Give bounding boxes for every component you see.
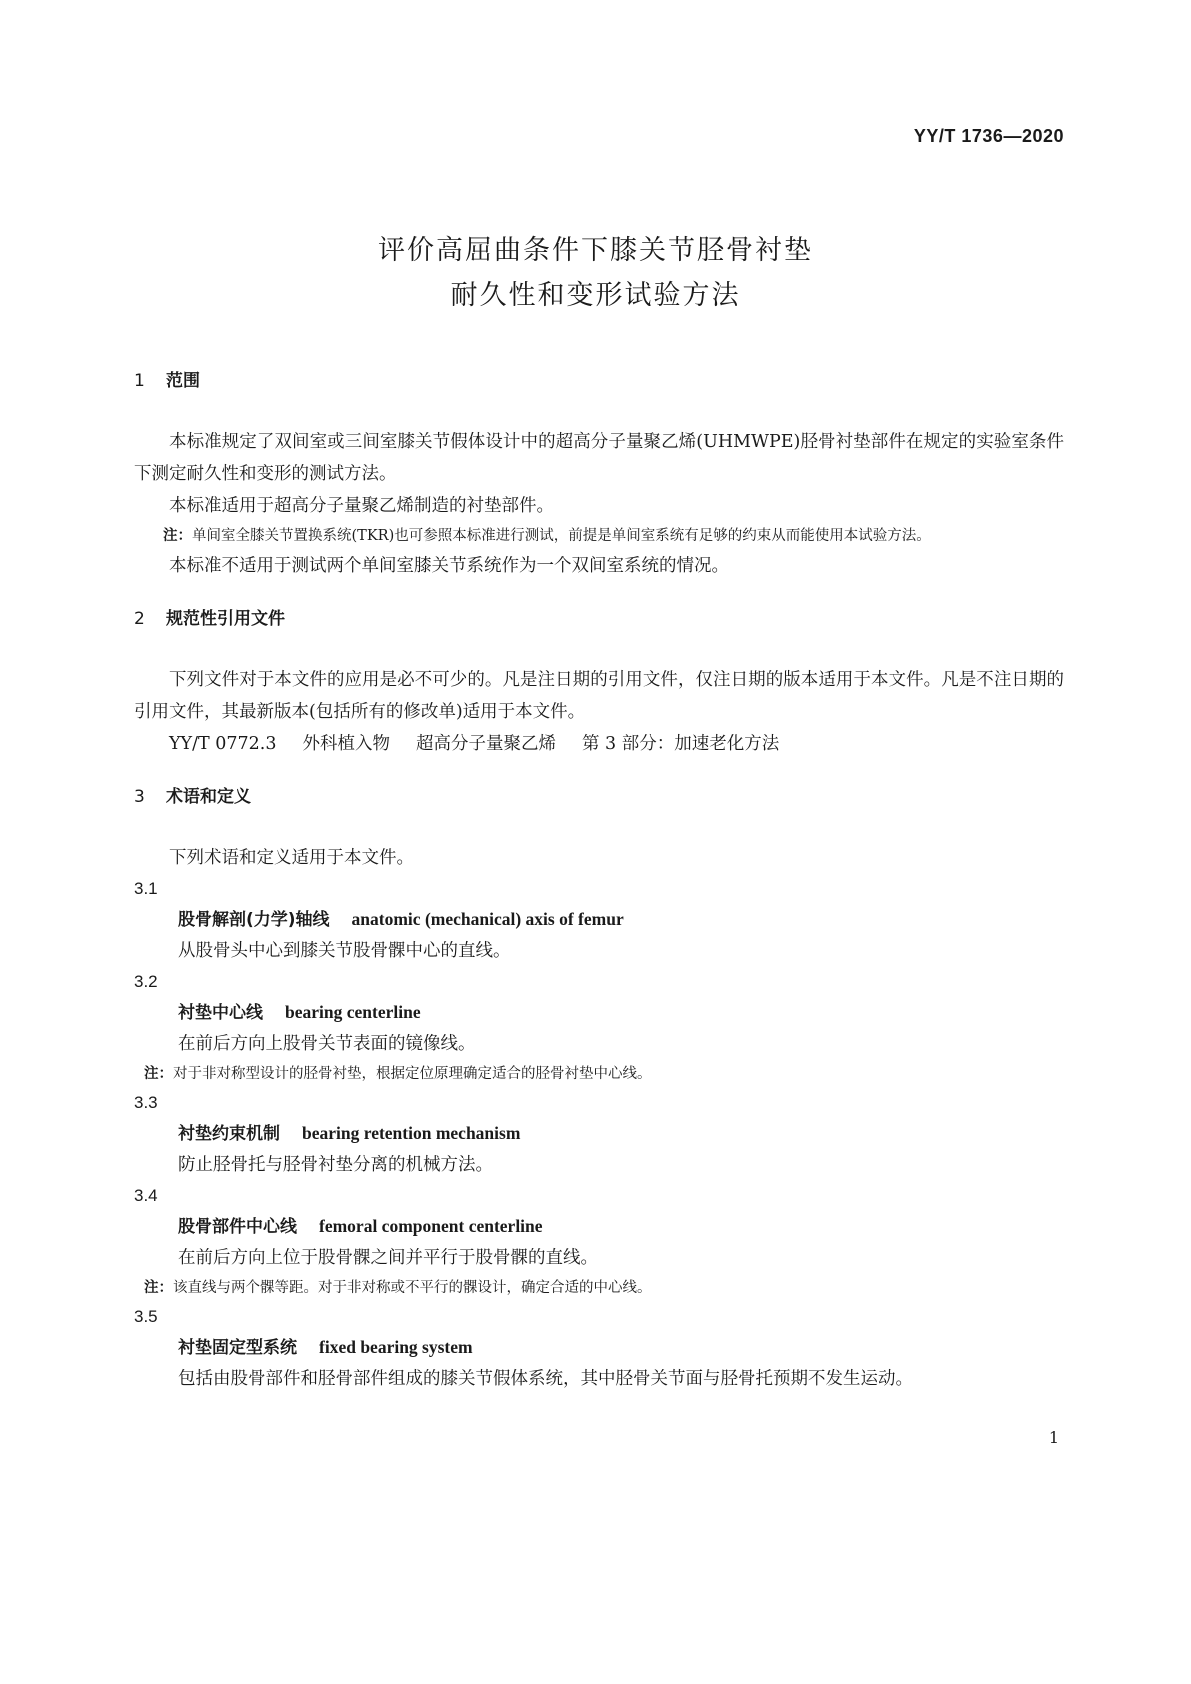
reference-code: YY/T 0772.3 [169, 734, 277, 754]
term-name-zh: 股骨解剖(力学)轴线 [178, 910, 330, 930]
term-number: 3.2 [134, 972, 158, 991]
standard-number: YY/T 1736—2020 [913, 126, 1064, 146]
term-name-zh: 衬垫中心线 [178, 1003, 263, 1023]
term-definition: 在前后方向上股骨关节表面的镜像线。 [178, 1034, 476, 1054]
term-name [134, 1118, 1064, 1149]
note-label: 注： [144, 1066, 173, 1082]
term-name-en: femoral component centerline [319, 1216, 543, 1236]
term-number: 3.4 [134, 1186, 158, 1205]
term-definition: 在前后方向上位于股骨髁之间并平行于股骨髁的直线。 [178, 1248, 598, 1268]
reference-part-1: 外科植入物 [302, 734, 390, 754]
document-title [0, 228, 1191, 318]
term-number: 3.1 [134, 879, 158, 898]
term-name [134, 1211, 1064, 1242]
title-line-1: 评价高屈曲条件下膝关节胫骨衬垫 [378, 235, 813, 266]
section-2-heading [134, 604, 1064, 634]
reference-part-3: 第 3 部分：加速老化方法 [581, 734, 780, 754]
section-1-heading [134, 366, 1064, 396]
reference-part-2: 超高分子量聚乙烯 [415, 734, 556, 754]
note-label: 注： [144, 1280, 173, 1296]
term-name-zh: 股骨部件中心线 [178, 1217, 297, 1237]
term-name-en: fixed bearing system [319, 1337, 473, 1357]
section-2-paragraph-1: 下列文件对于本文件的应用是必不可少的。凡是注日期的引用文件，仅注日期的版本适用于本文件。凡是不注日期的引用文件，其最新版本(包括所有的修改单)适用于本文件。 [134, 670, 1064, 722]
term-number: 3.3 [134, 1093, 158, 1112]
section-1-note [134, 522, 1064, 550]
section-1-paragraph-3: 本标准不适用于测试两个单间室膝关节系统作为一个双间室系统的情况。 [169, 556, 729, 576]
term-note [134, 1274, 1064, 1302]
section-3-title: 术语和定义 [166, 787, 251, 807]
section-1-number: 1 [134, 371, 145, 391]
document-body [134, 366, 1064, 1395]
term-name [134, 1332, 1064, 1363]
title-line-2: 耐久性和变形试验方法 [450, 280, 741, 311]
note-text: 单间室全膝关节置换系统(TKR)也可参照本标准进行测试，前提是单间室系统有足够的约束从而能使用本试验方法。 [192, 528, 931, 544]
term-name-zh: 衬垫约束机制 [178, 1124, 280, 1144]
section-2-number: 2 [134, 609, 145, 629]
term-note [134, 1060, 1064, 1088]
term-number: 3.5 [134, 1307, 158, 1326]
section-3-number: 3 [134, 787, 145, 807]
section-1-paragraph-2: 本标准适用于超高分子量聚乙烯制造的衬垫部件。 [169, 496, 554, 516]
term-name-en: anatomic (mechanical) axis of femur [351, 909, 624, 929]
term-definition: 包括由股骨部件和胫骨部件组成的膝关节假体系统，其中胫骨关节面与胫骨托预期不发生运动。 [178, 1369, 913, 1389]
normative-reference [134, 728, 1064, 760]
section-3-heading [134, 782, 1064, 812]
section-1-title: 范围 [166, 371, 200, 391]
section-3-intro: 下列术语和定义适用于本文件。 [169, 848, 414, 868]
note-label: 注： [163, 528, 192, 544]
term-name-en: bearing retention mechanism [302, 1123, 521, 1143]
section-1-paragraph-1: 本标准规定了双间室或三间室膝关节假体设计中的超高分子量聚乙烯(UHMWPE)胫骨衬垫部件在规定的实验室条件下测定耐久性和变形的测试方法。 [134, 432, 1064, 484]
section-2-title: 规范性引用文件 [166, 609, 285, 629]
note-text: 对于非对称型设计的胫骨衬垫，根据定位原理确定适合的胫骨衬垫中心线。 [173, 1066, 652, 1082]
term-definition: 从股骨头中心到膝关节股骨髁中心的直线。 [178, 941, 511, 961]
note-text: 该直线与两个髁等距。对于非对称或不平行的髁设计，确定合适的中心线。 [173, 1280, 652, 1296]
term-name [134, 997, 1064, 1028]
term-name-zh: 衬垫固定型系统 [178, 1338, 297, 1358]
term-name-en: bearing centerline [285, 1002, 421, 1022]
page-number: 1 [1048, 1428, 1059, 1447]
term-definition: 防止胫骨托与胫骨衬垫分离的机械方法。 [178, 1155, 493, 1175]
term-name [134, 904, 1064, 935]
